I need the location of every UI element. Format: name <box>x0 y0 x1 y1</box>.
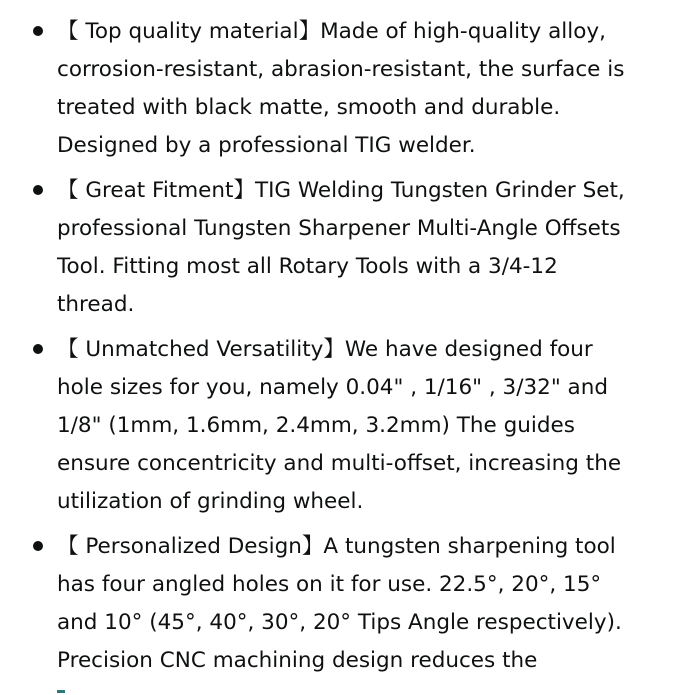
bullet-text-line: 【 Top quality material】Made of high-quality alloy, <box>57 19 606 44</box>
feature-bullet <box>0 331 625 521</box>
bullet-text-line: professional Tungsten Sharpener Multi-Angle Offsets <box>57 216 621 241</box>
bullet-text-line: ensure concentricity and multi-offset, increasing the <box>57 451 622 476</box>
bullet-text-line: corrosion-resistant, abrasion-resistant, the surface is <box>57 57 625 82</box>
bullet-dot-icon <box>33 344 43 354</box>
bullet-dot-icon <box>33 541 43 551</box>
cut-off-link <box>57 690 65 693</box>
bullet-dot-icon <box>33 185 43 195</box>
feature-bullet-list <box>0 13 625 687</box>
bullet-text-line: Designed by a professional TIG welder. <box>57 133 476 158</box>
bullet-text-line: hole sizes for you, namely 0.04" , 1/16" , 3/32" and <box>57 375 609 400</box>
feature-bullet <box>0 13 625 165</box>
bullet-text-line: Tool. Fitting most all Rotary Tools with a 3/4-12 <box>57 254 558 279</box>
feature-bullet <box>0 528 625 680</box>
bullet-text-line: utilization of grinding wheel. <box>57 489 364 514</box>
bullet-text-line: treated with black matte, smooth and durable. <box>57 95 561 120</box>
bullet-text-line: 【 Great Fitment】TIG Welding Tungsten Grinder Set, <box>57 178 625 203</box>
bullet-text-line: has four angled holes on it for use. 22.5°, 20°, 15° <box>57 572 602 597</box>
feature-bullet <box>0 172 625 324</box>
bullet-dot-icon <box>33 26 43 36</box>
bullet-text-line: thread. <box>57 292 135 317</box>
bullet-text-line: Precision CNC machining design reduces the <box>57 648 538 673</box>
bullet-text-line: 【 Personalized Design】A tungsten sharpening tool <box>57 534 616 559</box>
bullet-text-line: 【 Unmatched Versatility】We have designed four <box>57 337 593 362</box>
bullet-text-line: 1/8" (1mm, 1.6mm, 2.4mm, 3.2mm) The guides <box>57 413 575 438</box>
bullet-text-line: and 10° (45°, 40°, 30°, 20° Tips Angle respectively). <box>57 610 622 635</box>
